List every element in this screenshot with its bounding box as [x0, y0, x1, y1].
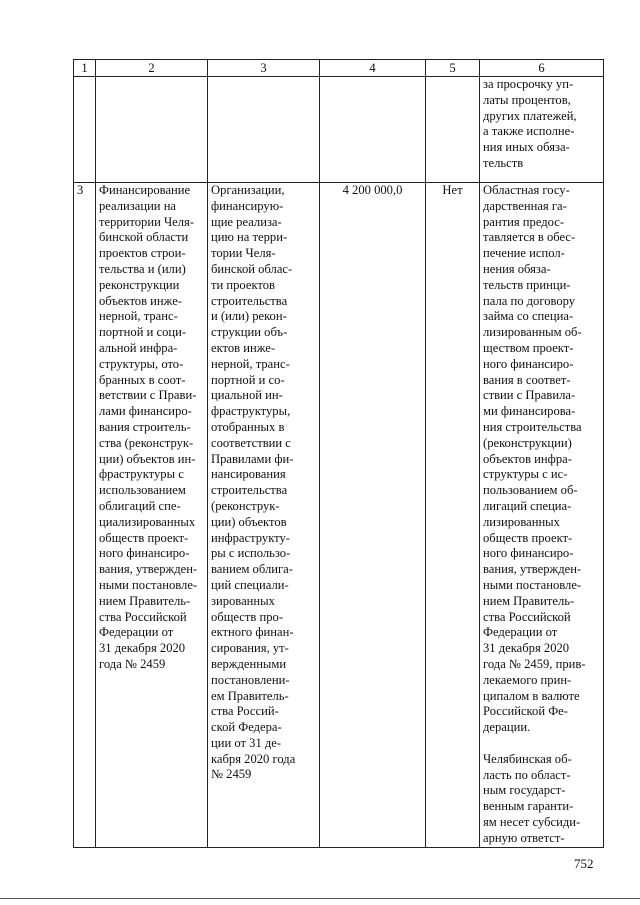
column-header: 5 [426, 60, 480, 77]
table-cell-conditions [480, 183, 604, 848]
table-cell [426, 77, 480, 183]
table-cell [74, 77, 96, 183]
column-header: 1 [74, 60, 96, 77]
table-cell [208, 77, 320, 183]
column-header: 4 [320, 60, 426, 77]
table-cell-principal: Организации, финансирую- щие реализа- цию на терри- тории Челя- бинской облас- ти проектов строительства и (или) рекон- струкции объ- ектов инже- нерной, транс- портной и со- циальной ин- фраструктуры, отобранных в соответствии с Правилами фи- нансирования строительства (реконструк- ции) объектов инфраструкту- ры с использо- ванием облига- ций специали- зированных обществ про- ектного финан- сирования, ут- вержденными постановлени- ем Правитель- ства Россий- ской Федера- ции от 31 де- кабря 2020 года № 2459 [208, 183, 320, 848]
conditions-paragraph: Челябинская об- ласть по област- ным государст- венным гаранти- ям несет субсиди- арную ответст- [483, 751, 581, 845]
guarantee-table [73, 59, 604, 848]
column-header: 3 [208, 60, 320, 77]
table-row-continuation [74, 77, 604, 183]
table-row [74, 183, 604, 848]
table-cell-conditions: за просрочку уп- латы процентов, других платежей, а также исполне- ния иных обяза- тельств [480, 77, 604, 183]
table-header-row [74, 60, 604, 77]
table-cell-regress: Нет [426, 183, 480, 848]
table-cell-purpose: Финансирование реализации на территории Челя- бинской области проектов строи- тельства и (или) реконструкции объектов инже- нерной, транс- портной и соци- альной инфра- структуры, ото- бранных в соот- ветствии с Прави- лами финансиро- вания строитель- ства (реконструк- ции) объектов ин- фраструктуры с использованием облигаций спе- циализированных обществ проект- ного финансиро- вания, утвержден- ными постановле- нием Правитель- ства Российской Федерации от 31 декабря 2020 года № 2459 [96, 183, 208, 848]
table-cell [320, 77, 426, 183]
row-index: 3 [74, 183, 96, 848]
conditions-paragraph: Областная госу- дарственная га- рантия предос- тавляется в обес- печение испол- нения обяза- тельств принци- пала по договору займа со специа- лизированным об- ществом проект- ного финансиро- вания в соответ- ствии с Правила- ми финансирова- ния строительства (реконструкции) объектов инфра- структуры с ис- пользованием об- лигаций специа- лизированных обществ проект- ного финансиро- вания, утвержден- ными постановле- нием Правитель- ства Российской Федерации от 31 декабря 2020 года № 2459, прив- лекаемого прин- ципалом в валюте Российской Фе- дерации. [483, 183, 586, 735]
table-cell-amount: 4 200 000,0 [320, 183, 426, 848]
page-number: 752 [574, 856, 594, 871]
bottom-divider [0, 898, 640, 899]
table-cell [96, 77, 208, 183]
column-header: 2 [96, 60, 208, 77]
column-header: 6 [480, 60, 604, 77]
